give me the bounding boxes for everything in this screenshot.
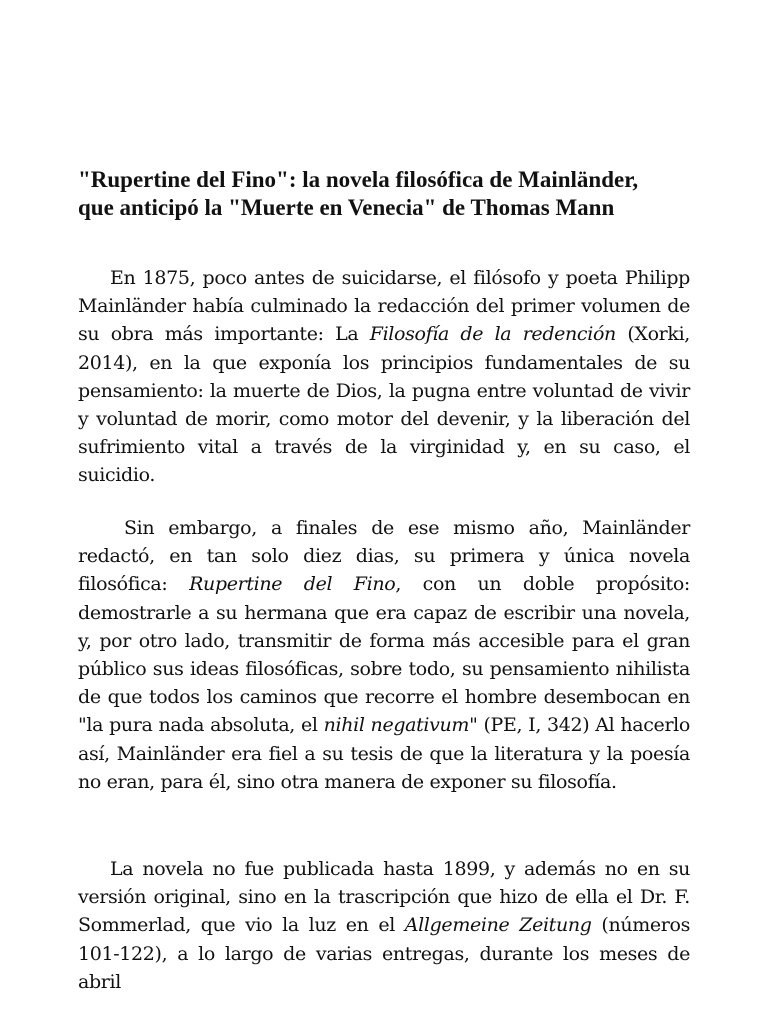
paragraph-2-text-b: , con un doble propósito: demostrarle a su hermana que era capaz de escribir una novela, y, por otro lado, transmitir de forma más accesible para el gran público sus ideas filosóficas, sobre todo, su pensamiento nihilista de que todos los caminos que recorre el hombre desembocan en "la pura nada absoluta, el: [78, 573, 690, 737]
newspaper-title-allgemeine: Allgemeine Zeitung: [404, 914, 592, 937]
paragraph-1-text-b: (Xorki, 2014), en la que exponía los principios fundamentales de su pensamiento: la muerte de Dios, la pugna entre voluntad de vivir y voluntad de morir, como motor del devenir, y la liberación del sufrimiento vital a través de la virginidad y, en su caso, el suicidio.: [78, 323, 690, 487]
term-nihil-negativum: nihil negativum: [323, 714, 470, 737]
title-line-2: que anticipó la "Muerte en Venecia" de Thomas Mann: [78, 195, 615, 220]
title-line-1: "Rupertine del Fino": la novela filosófica de Mainländer,: [78, 167, 639, 192]
novel-title-rupertine: Rupertine del Fino: [189, 573, 396, 596]
paragraph-3: [78, 855, 690, 996]
book-title-filosofia: Filosofía de la redención: [369, 323, 616, 346]
paragraph-3-text-b: (números 101-122), a lo largo de varias entregas, durante los meses de abril: [78, 914, 690, 993]
paragraph-2-text-c: " (PE, I, 342) Al hacerlo así, Mainländer era fiel a su tesis de que la literatura y la poesía no eran, para él, sino otra manera de exponer su filosofía.: [78, 714, 690, 793]
article-title: [78, 166, 698, 222]
paragraph-2-text-a: Sin embargo, a finales de ese mismo año, Mainländer redactó, en tan solo diez dias, su primera y única novela filosófica:: [78, 517, 690, 596]
paragraph-1-text-a: En 1875, poco antes de suicidarse, el filósofo y poeta Philipp Mainländer había culminado la redacción del primer volumen de su obra más importante: La: [78, 267, 690, 346]
paragraph-2: [78, 514, 690, 796]
paragraph-1: [78, 264, 690, 490]
paragraph-3-text-a: La novela no fue publicada hasta 1899, y además no en su versión original, sino en la trascripción que hizo de ella el Dr. F. Sommerlad, que vio la luz en el: [78, 858, 690, 937]
